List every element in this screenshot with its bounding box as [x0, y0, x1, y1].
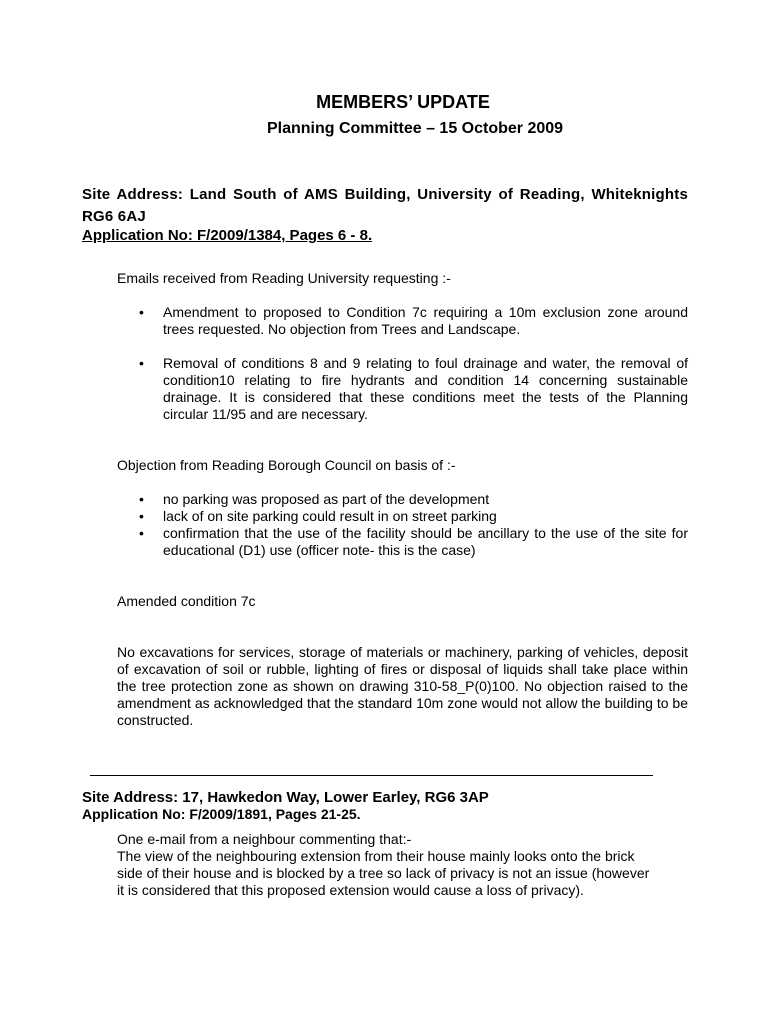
section-divider [90, 775, 653, 776]
request-list [117, 304, 688, 423]
site-address-2: Site Address: 17, Hawkedon Way, Lower Earley, RG6 3AP [82, 789, 489, 806]
application-number-1: Application No: F/2009/1384, Pages 6 - 8. [82, 227, 373, 244]
neighbour-email [117, 831, 657, 899]
amended-condition-heading: Amended condition 7c [117, 593, 256, 609]
list-item: • Amendment to proposed to Condition 7c requiring a 10m exclusion zone around trees requested. No objection from Trees and Landscape. [139, 304, 688, 337]
amended-condition-text: No excavations for services, storage of materials or machinery, parking of vehicles, deposit of excavation of soil or rubble, lighting of fires or disposal of liquids shall take place within the tree protection zone as shown on drawing 310-58_P(0)100. No objection raised to the amendment as acknowledged that the standard 10m zone would not allow the building to be constructed. [117, 644, 688, 728]
list-item: • Removal of conditions 8 and 9 relating to foul drainage and water, the removal of condition10 relating to fire hydrants and condition 14 concerning sustainable drainage. It is considered that these conditions meet the tests of the Planning circular 11/95 and are necessary. [139, 355, 688, 422]
bullet-icon: • [139, 491, 144, 507]
neighbour-email-intro: One e-mail from a neighbour commenting that:- [117, 831, 412, 847]
list-item: • lack of on site parking could result in on street parking [139, 508, 497, 524]
neighbour-email-text: The view of the neighbouring extension from their house mainly looks onto the brick side of their house and is blocked by a tree so lack of privacy is not an issue (however it is considered that this proposed extension would cause a loss of privacy). [117, 848, 650, 898]
bullet-icon: • [139, 355, 144, 371]
objection-list [117, 491, 688, 559]
emails-intro: Emails received from Reading University requesting :- [117, 270, 451, 286]
bullet-icon: • [139, 304, 144, 320]
bullet-icon: • [139, 525, 144, 541]
bullet-icon: • [139, 508, 144, 524]
application-number-2: Application No: F/2009/1891, Pages 21-25. [82, 806, 361, 822]
document-title: MEMBERS’ UPDATE [316, 92, 490, 112]
objection-intro: Objection from Reading Borough Council on basis of :- [117, 457, 456, 473]
document-subtitle: Planning Committee – 15 October 2009 [266, 120, 564, 137]
list-item: • confirmation that the use of the facility should be ancillary to the use of the site for educational (D1) use (officer note- this is the case) [139, 525, 688, 558]
list-item: • no parking was proposed as part of the development [139, 491, 490, 507]
site-address-1: Site Address: Land South of AMS Building, University of Reading, Whiteknights RG6 6AJ [82, 186, 688, 225]
